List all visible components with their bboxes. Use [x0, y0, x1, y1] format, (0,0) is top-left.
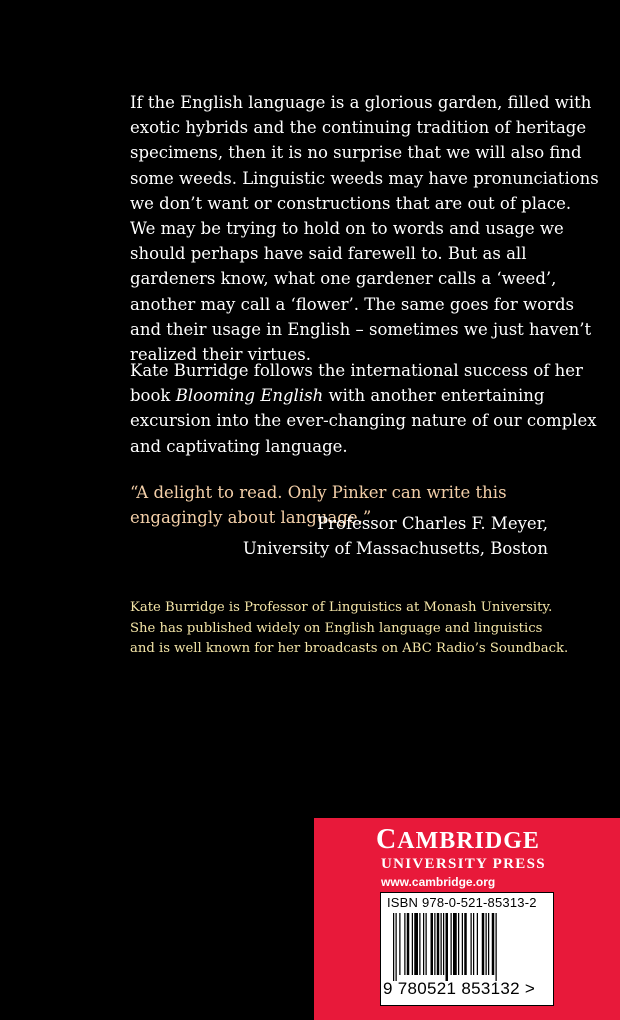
barcode-digits: 9 780521 853132 >	[383, 979, 536, 998]
book-title-reference: Blooming English	[175, 386, 324, 406]
isbn-barcode	[380, 892, 554, 1006]
endorsement-attribution	[243, 512, 548, 561]
publisher-block	[314, 818, 620, 1020]
blurb-text-after-title: with another entertaining excursion into the ever-changing nature of our complex and captivating language.	[130, 386, 597, 456]
endorsement-affiliation: University of Massachusetts, Boston	[242, 538, 548, 558]
publisher-url: www.cambridge.org	[381, 875, 496, 889]
blurb-paragraph-1: If the English language is a glorious garden, filled with exotic hybrids and the continuing tradition of heritage specimens, then it is no surprise that we will also find some weeds. Linguistic weeds may have pronunciations we don’t want or constructions that are out of place. We may be trying to hold on to words and usage we should perhaps have said farewell to. But as all gardeners know, what one gardener calls a ‘weed’, another may call a ‘flower’. The same goes for words and their usage in English – sometimes we just haven’t realized their virtues.	[130, 93, 599, 365]
endorsement-quote: “A delight to read. Only Pinker can write this engagingly about language.”	[130, 483, 507, 527]
blurb-paragraph-2	[130, 358, 600, 459]
barcode-bars	[389, 913, 545, 981]
isbn-label: ISBN 978-0-521-85313-2	[387, 895, 537, 910]
endorsement-author: Professor Charles F. Meyer,	[317, 514, 548, 533]
blurb-text-before-title: Kate Burridge follows the international success of her book	[130, 361, 583, 406]
publisher-subtitle: UNIVERSITY PRESS	[381, 856, 546, 872]
publisher-logo-text: CAMBRIDGE	[376, 824, 540, 855]
author-bio: Kate Burridge is Professor of Linguistics at Monash University. She has published widely on English language and linguistics and is well known for her broadcasts on ABC Radio’s Soundback.	[130, 600, 569, 656]
